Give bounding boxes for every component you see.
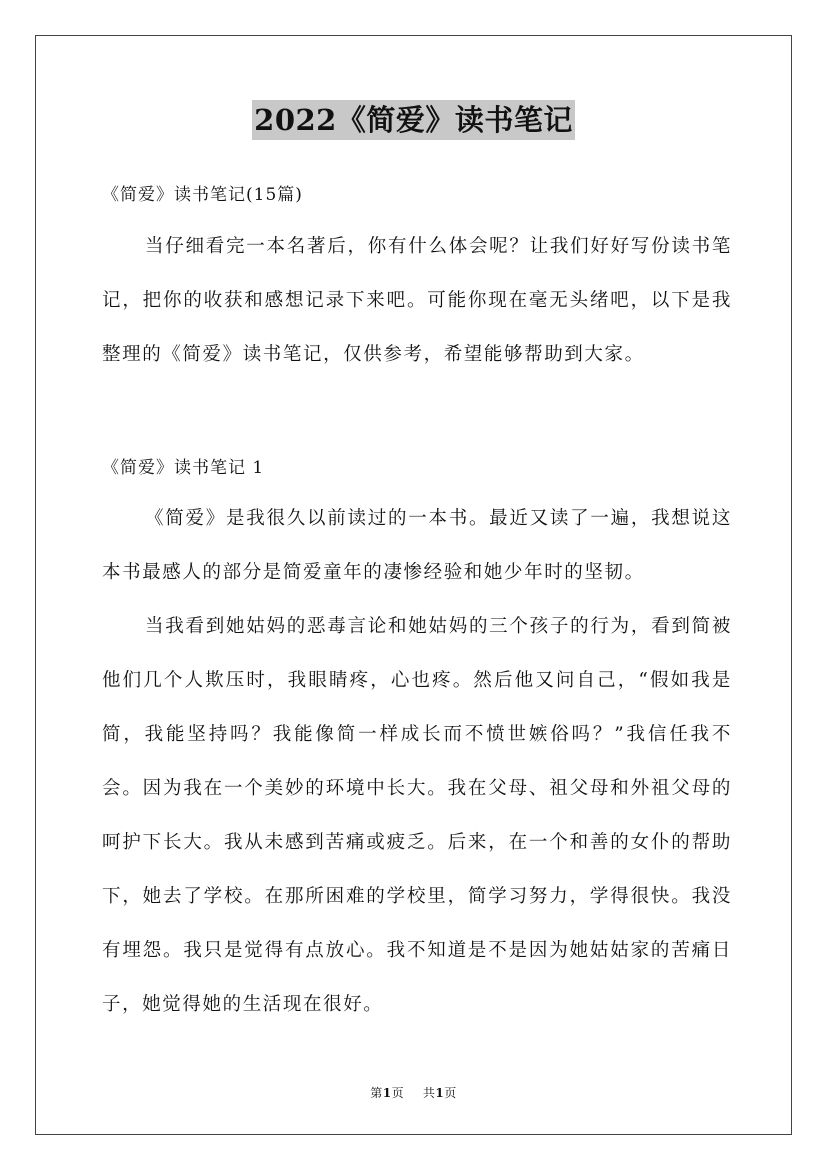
footer-total-prefix: 共	[422, 1086, 436, 1100]
intro-paragraph: 当仔细看完一本名著后，你有什么体会呢？让我们好好写份读书笔记，把你的收获和感想记录下来吧。可能你现在毫无头绪吧，以下是我整理的《简爱》读书笔记，仅供参考，希望能够帮助到大家。	[102, 236, 732, 365]
section-heading: 《简爱》读书笔记 1	[102, 458, 265, 478]
footer-total-suffix: 页	[444, 1086, 457, 1100]
footer-page-number: 1	[382, 1086, 392, 1100]
document-title: 2022《简爱》读书笔记	[252, 100, 575, 140]
footer-total-pages: 1	[435, 1086, 445, 1100]
footer-page-suffix: 页	[391, 1086, 405, 1100]
document-subtitle: 《简爱》读书笔记(15篇)	[102, 185, 303, 205]
body-paragraph-1: 《简爱》是我很久以前读过的一本书。最近又读了一遍，我想说这本书最感人的部分是简爱童年的凄惨经验和她少年时的坚韧。	[102, 508, 732, 583]
footer-page-prefix: 第	[370, 1086, 383, 1100]
page-footer	[0, 1084, 827, 1101]
title-container	[0, 100, 827, 140]
body-paragraph-2: 当我看到她姑妈的恶毒言论和她姑妈的三个孩子的行为，看到简被他们几个人欺压时，我眼睛疼，心也疼。然后他又问自己，“假如我是简，我能坚持吗？我能像简一样成长而不愤世嫉俗吗？”我信任我不会。因为我在一个美妙的环境中长大。我在父母、祖父母和外祖父母的呵护下长大。我从未感到苦痛或疲乏。后来，在一个和善的女仆的帮助下，她去了学校。在那所困难的学校里，简学习努力，学得很快。我没有埋怨。我只是觉得有点放心。我不知道是不是因为她姑姑家的苦痛日子，她觉得她的生活现在很好。	[102, 616, 732, 1015]
